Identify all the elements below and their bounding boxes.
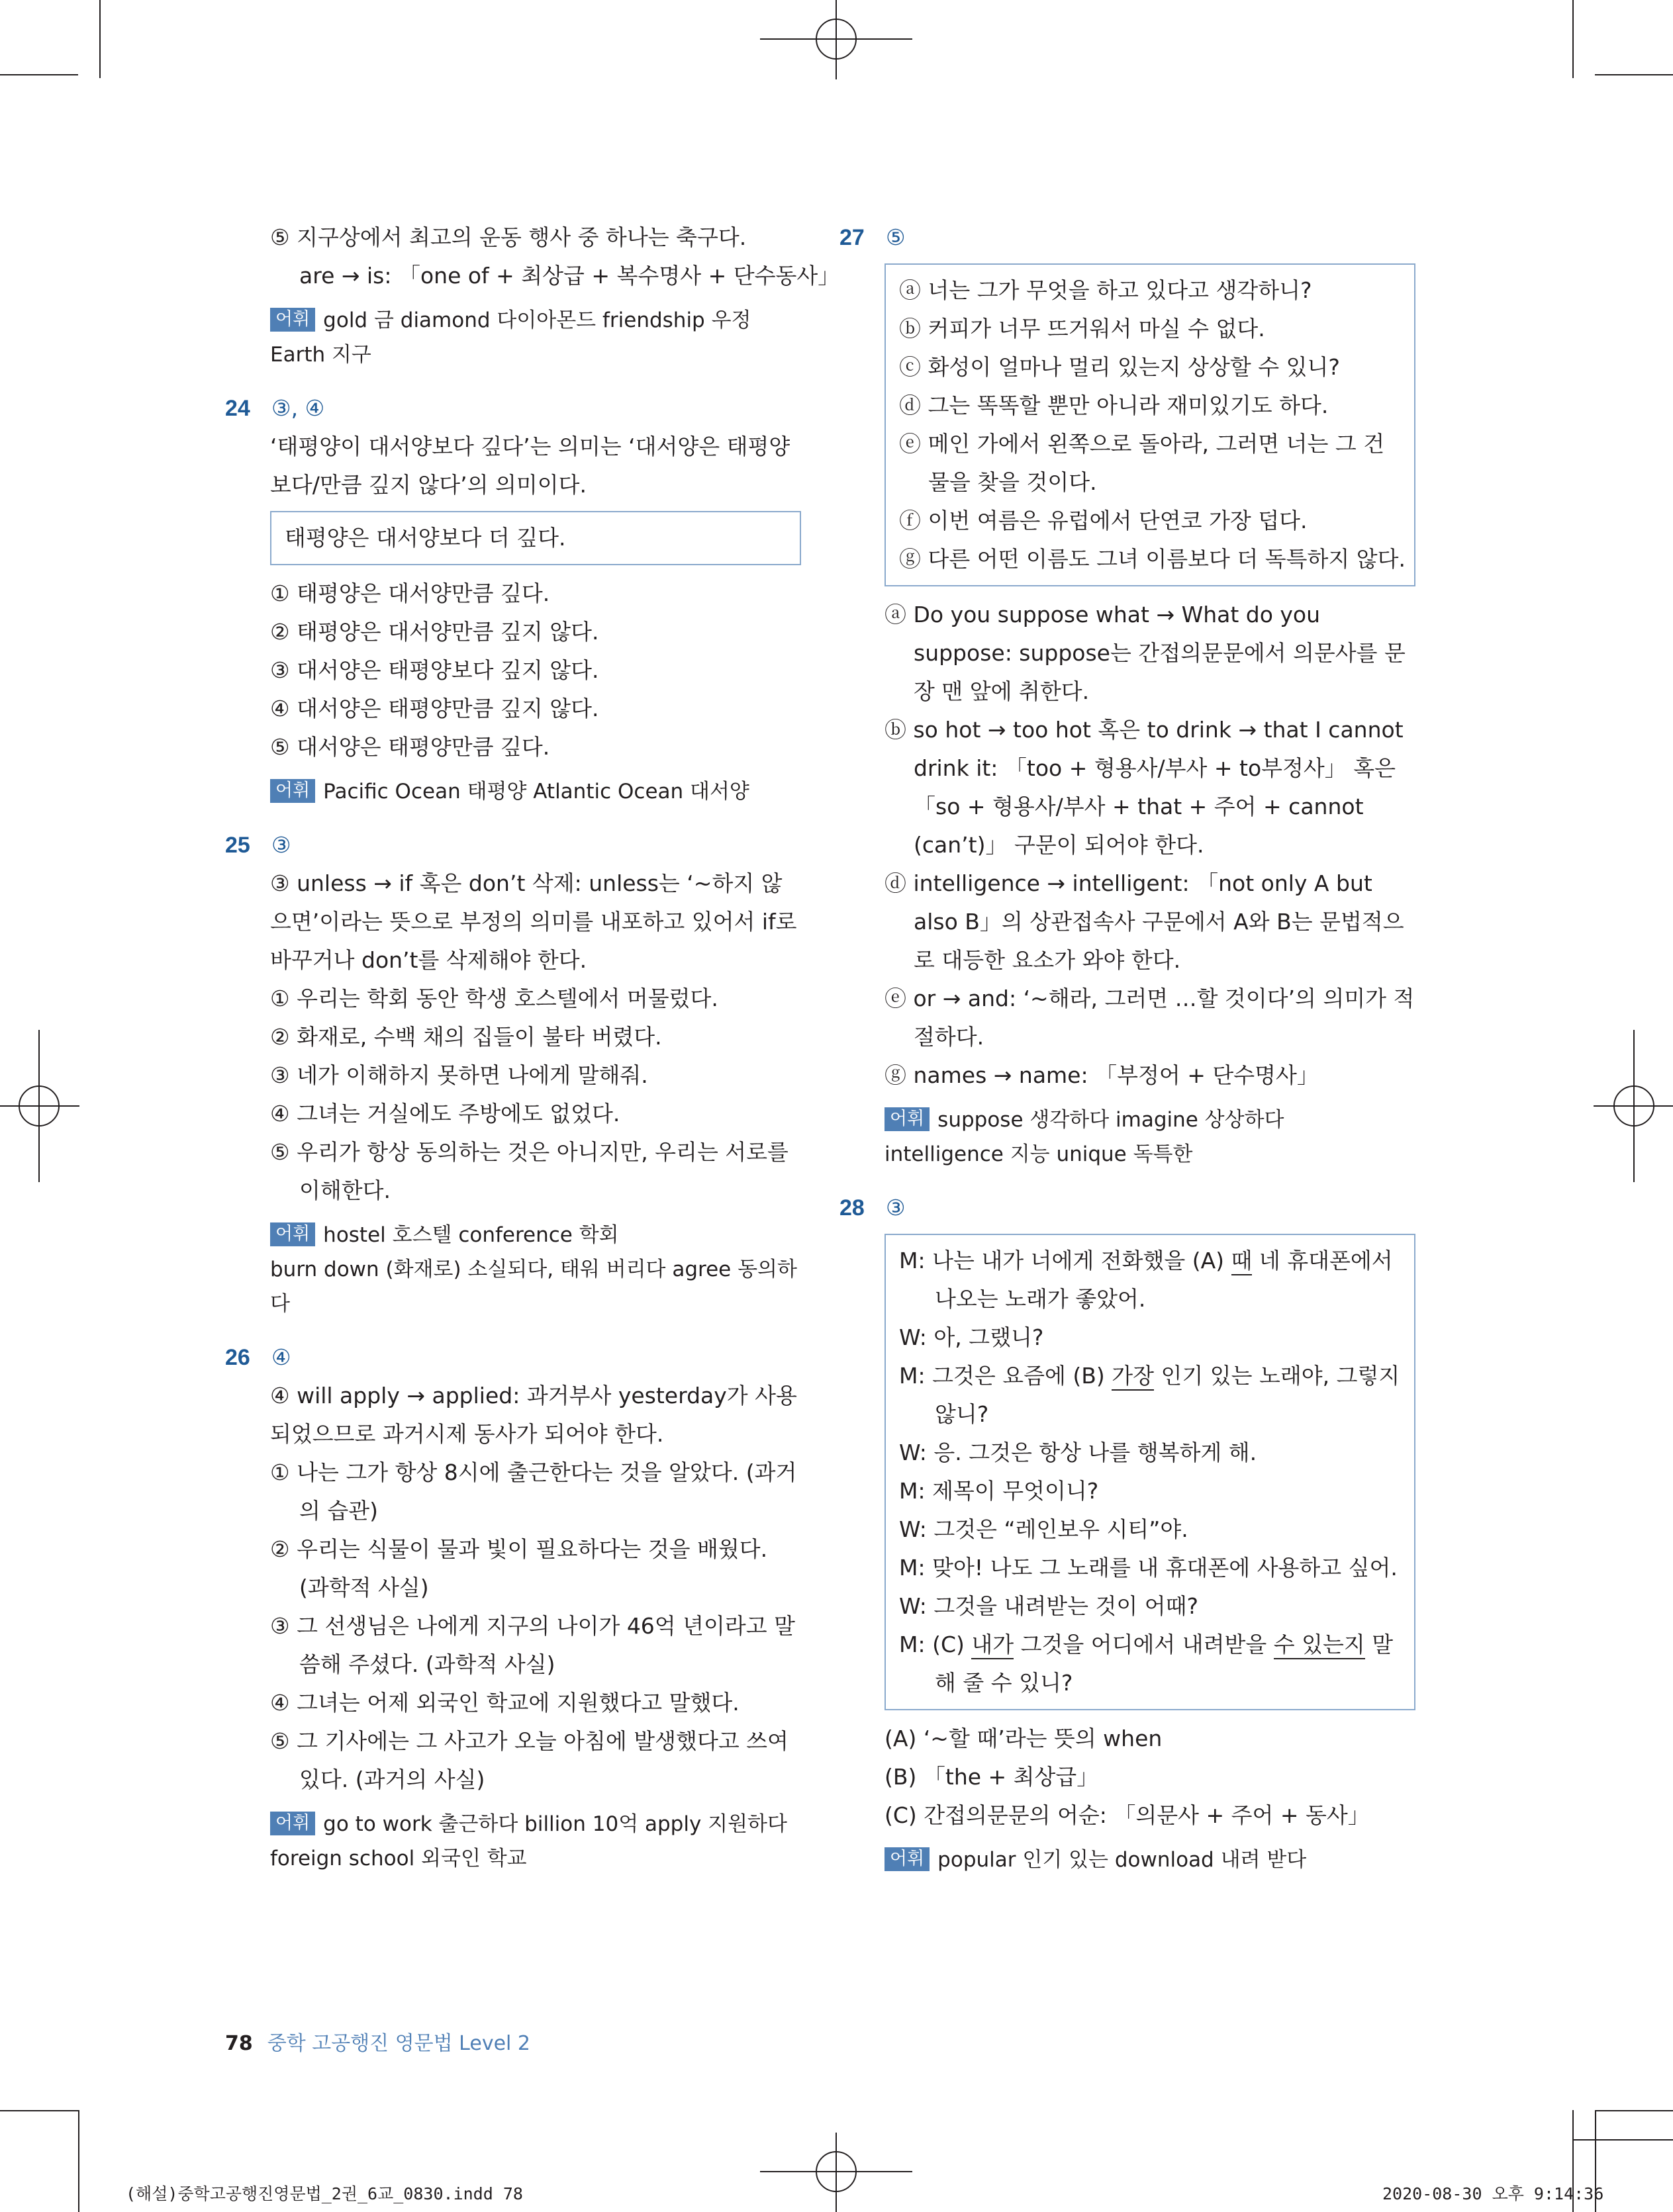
note-item: (A) ‘~할 때’라는 뜻의 when: [884, 1726, 1163, 1751]
page-number: 78: [225, 2032, 253, 2055]
explanation-item: ⓔ or → and: ‘~해라, 그러면 …할 것이다’의 의미가 적절하다.: [884, 986, 1415, 1050]
question-answer: ③: [886, 1195, 906, 1221]
dialogue-text: 응. 그것은 항상 나를 행복하게 해.: [933, 1440, 1257, 1465]
list-item: ④ 그녀는 어제 외국인 학교에 지원했다고 말했다.: [270, 1690, 740, 1716]
speaker: M:: [899, 1478, 926, 1504]
vocab-line: suppose 생각하다 imagine 상상하다: [937, 1108, 1284, 1132]
underlined-text: 수 있는지: [1274, 1632, 1365, 1659]
speaker: W:: [899, 1440, 927, 1465]
explanation-item: ⓓ intelligence → intelligent: 「not only A but also B」의 상관접속사 구문에서 A와 B는 문법적으로 대등한 요소가 와야 한다.: [884, 870, 1404, 973]
crop-mark-bl-v: [78, 2110, 79, 2212]
question-answer: ③, ④: [271, 395, 325, 421]
q25-body: [270, 864, 801, 1321]
vocab-line: intelligence 지능 unique 독특한: [884, 1142, 1193, 1166]
box-item: ⓓ 그는 똑똑할 뿐만 아니라 재미있기도 하다.: [899, 392, 1329, 418]
q26-body: [270, 1377, 801, 1876]
dialogue-line: [899, 1549, 1401, 1587]
q25-header: [225, 826, 801, 864]
question-answer: ③: [271, 832, 291, 858]
list-item: ① 태평양은 대서양만큼 깊다.: [270, 580, 550, 606]
dialogue-text: 맞아! 나도 그 노래를 내 휴대폰에 사용하고 싶어.: [932, 1555, 1398, 1581]
registration-mark-right: [1594, 1030, 1673, 1182]
dialogue-text: (C): [932, 1632, 972, 1657]
dialogue-text: 네 휴대폰에서 나오는 노래가 좋았어.: [935, 1248, 1393, 1312]
q23-tail: [270, 218, 840, 372]
book-title: 중학 고공행진 영문법 Level 2: [267, 2032, 530, 2055]
speaker: W:: [899, 1593, 927, 1619]
explanation-item: ⓑ so hot → too hot 혹은 to drink → that I cannot drink it: 「too + 형용사/부사 + to부정사」 혹은 「so + 형용사/부사 + that + 주어 + cannot (can’t)」 구문이 되어야 한다.: [884, 717, 1404, 858]
question-number: 26: [225, 1345, 250, 1370]
list-item: ⑤ 대서양은 태평양만큼 깊다.: [270, 734, 550, 760]
dialogue-text: 그것을 어디에서 내려받을: [1014, 1632, 1274, 1657]
vocab-tag: 어휘: [884, 1847, 930, 1871]
dialogue-text: 나는 내가 너에게 전화했을 (A): [932, 1248, 1231, 1273]
registration-mark-left: [0, 1030, 79, 1182]
dialogue-text: 그것은 요즘에 (B): [932, 1363, 1112, 1389]
list-item: ② 태평양은 대서양만큼 깊지 않다.: [270, 619, 599, 645]
q24-header: [225, 389, 801, 428]
speaker: W:: [899, 1516, 927, 1542]
box-item: ⓖ 다른 어떤 이름도 그녀 이름보다 더 독특하지 않다.: [899, 546, 1406, 572]
q27-body: [884, 263, 1415, 1172]
q25-vocab: [270, 1218, 801, 1321]
vocab-line: Earth 지구: [270, 343, 371, 367]
vocab-tag: 어휘: [884, 1107, 930, 1131]
q26-vocab: [270, 1807, 801, 1876]
vocab-line: hostel 호스텔 conference 학회: [323, 1223, 619, 1247]
vocab-tag: 어휘: [270, 779, 315, 803]
list-item: ④ 대서양은 태평양만큼 깊지 않다.: [270, 696, 599, 721]
question-number: 24: [225, 396, 250, 421]
box-item: ⓒ 화성이 얼마나 멀리 있는지 상상할 수 있니?: [899, 354, 1340, 380]
q27-box: [884, 263, 1415, 586]
box-item: ⓕ 이번 여름은 유럽에서 단연코 가장 덥다.: [899, 508, 1308, 533]
dialogue-text: 제목이 무엇이니?: [932, 1478, 1099, 1504]
registration-mark-top: [760, 0, 912, 79]
q23-item5: ⑤ 지구상에서 최고의 운동 행사 중 하나는 축구다.: [270, 224, 747, 250]
q28-body: [884, 1234, 1415, 1877]
vocab-tag: 어휘: [270, 308, 315, 332]
q27-header: [839, 218, 1415, 257]
vocab-line: gold 금 diamond 다이아몬드 friendship 우정: [323, 308, 751, 332]
left-column: [225, 218, 840, 1876]
list-item: ⑤ 우리가 항상 동의하는 것은 아니지만, 우리는 서로를 이해한다.: [270, 1139, 789, 1203]
note-item: (B) 「the + 최상급」: [884, 1764, 1099, 1790]
vocab-line: foreign school 외국인 학교: [270, 1847, 527, 1870]
q23-item5-note: are → is: 「one of + 최상급 + 복수명사 + 단수동사」: [299, 263, 840, 289]
q24-box: 태평양은 대서양보다 더 깊다.: [270, 511, 801, 565]
crop-mark-br-h: [1595, 2110, 1673, 2111]
crop-mark-bl-h: [0, 2110, 78, 2111]
print-slug-timestamp: 2020-08-30 오후 9:14:36: [1382, 2184, 1604, 2203]
q28-header: [839, 1189, 1415, 1227]
dialogue-text: 말해 줄 수 있니?: [935, 1632, 1394, 1696]
vocab-line: go to work 출근하다 billion 10억 apply 지원하다: [323, 1812, 787, 1836]
q24-vocab: [270, 774, 801, 809]
underlined-text: 가장: [1112, 1363, 1154, 1391]
box-item: ⓑ 커피가 너무 뜨거워서 마실 수 없다.: [899, 316, 1265, 342]
dialogue-line: [899, 1510, 1401, 1549]
list-item: ⑤ 그 기사에는 그 사고가 오늘 아침에 발생했다고 쓰여 있다. (과거의 사실): [270, 1728, 789, 1792]
list-item: ③ 그 선생님은 나에게 지구의 나이가 46억 년이라고 말씀해 주셨다. (과학적 사실): [270, 1613, 796, 1677]
dialogue-line: [899, 1626, 1401, 1702]
list-item: ① 우리는 학회 동안 학생 호스텔에서 머물렀다.: [270, 986, 718, 1011]
dialogue-text: 아, 그랬니?: [933, 1324, 1044, 1350]
question-answer: ⑤: [886, 224, 906, 250]
explanation-item: ⓐ Do you suppose what → What do you suppose: suppose는 간접의문문에서 의문사를 문장 맨 앞에 취한다.: [884, 602, 1406, 704]
list-item: ③ 네가 이해하지 못하면 나에게 말해줘.: [270, 1062, 648, 1088]
question-number: 27: [839, 225, 865, 250]
box-item: ⓐ 너는 그가 무엇을 하고 있다고 생각하니?: [899, 277, 1312, 303]
dialogue-line: [899, 1357, 1401, 1434]
underlined-text: 내가: [971, 1632, 1014, 1659]
q28-dialogue-box: [884, 1234, 1415, 1710]
q28-vocab: [884, 1843, 1415, 1877]
box-item: ⓔ 메인 가에서 왼쪽으로 돌아라, 그러면 너는 그 건물을 찾을 것이다.: [899, 431, 1385, 495]
list-item: ① 나는 그가 항상 8시에 출근한다는 것을 알았다. (과거의 습관): [270, 1459, 797, 1524]
speaker: M:: [899, 1363, 926, 1389]
list-item: ③ 대서양은 태평양보다 깊지 않다.: [270, 657, 599, 683]
vocab-tag: 어휘: [270, 1222, 315, 1246]
dialogue-line: [899, 1242, 1401, 1318]
dialogue-text: 그것은 “레인보우 시티”야.: [933, 1516, 1188, 1542]
dialogue-text: 인기 있는 노래야, 그렇지 않니?: [935, 1363, 1400, 1427]
q26-header: [225, 1338, 801, 1377]
crop-mark-tr-h: [1595, 74, 1673, 75]
q24-explanation: ‘태평양이 대서양보다 깊다’는 의미는 ‘대서양은 태평양보다/만큼 깊지 않다’의 의미이다.: [270, 434, 790, 498]
list-item: ② 화재로, 수백 채의 집들이 불타 버렸다.: [270, 1024, 662, 1050]
crop-mark-tl-v: [99, 0, 101, 78]
vocab-line: popular 인기 있는 download 내려 받다: [937, 1848, 1307, 1872]
question-number: 25: [225, 833, 250, 858]
speaker: M:: [899, 1555, 926, 1581]
q27-vocab: [884, 1103, 1415, 1172]
dialogue-text: 그것을 내려받는 것이 어때?: [933, 1593, 1198, 1619]
right-column: [839, 218, 1415, 1877]
note-item: (C) 간접의문문의 어순: 「의문사 + 주어 + 동사」: [884, 1802, 1370, 1828]
question-number: 28: [839, 1195, 865, 1221]
dialogue-line: [899, 1587, 1401, 1626]
question-answer: ④: [271, 1344, 291, 1370]
print-slug-file: (해설)중학고공행진영문법_2권_6교_0830.indd 78: [126, 2184, 523, 2203]
vocab-line: Pacific Ocean 태평양 Atlantic Ocean 대서양: [323, 780, 749, 804]
dialogue-line: [899, 1472, 1401, 1510]
q24-body: [270, 428, 801, 809]
speaker: M:: [899, 1632, 926, 1657]
q26-explanation: ④ will apply → applied: 과거부사 yesterday가 사용되었으므로 과거시제 동사가 되어야 한다.: [270, 1383, 797, 1447]
crop-mark-tl-h: [0, 74, 78, 75]
page-footer: [225, 2027, 530, 2056]
dialogue-line: [899, 1434, 1401, 1472]
q25-explanation: ③ unless → if 혹은 don’t 삭제: unless는 ‘~하지 않으면’이라는 뜻으로 부정의 의미를 내포하고 있어서 if로 바꾸거나 don’t를 삭제해야 한다.: [270, 870, 797, 973]
crop-mark-tr-v: [1572, 0, 1574, 78]
q23-vocab: [270, 303, 801, 372]
explanation-item: ⓖ names → name: 「부정어 + 단수명사」: [884, 1062, 1319, 1088]
speaker: M:: [899, 1248, 926, 1273]
vocab-tag: 어휘: [270, 1812, 315, 1835]
crop-mark-br-h2: [1572, 2139, 1673, 2141]
list-item: ② 우리는 식물이 물과 빛이 필요하다는 것을 배웠다. (과학적 사실): [270, 1536, 768, 1600]
underlined-text: 때: [1231, 1248, 1253, 1275]
dialogue-line: [899, 1318, 1401, 1357]
vocab-line: burn down (화재로) 소실되다, 태워 버리다 agree 동의하다: [270, 1258, 797, 1316]
registration-mark-bottom: [760, 2133, 912, 2212]
speaker: W:: [899, 1324, 927, 1350]
list-item: ④ 그녀는 거실에도 주방에도 없었다.: [270, 1101, 620, 1127]
